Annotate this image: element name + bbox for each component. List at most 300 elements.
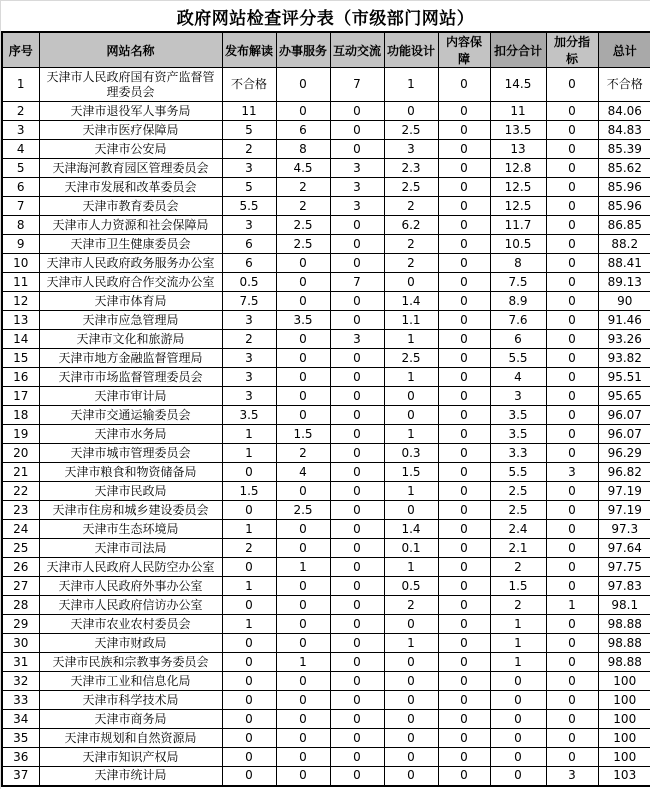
site-name-cell: 天津市人力资源和社会保障局 — [39, 216, 222, 235]
table-row — [2, 235, 650, 254]
score-cell: 0 — [330, 292, 384, 311]
score-cell: 7.5 — [490, 273, 546, 292]
score-cell: 86.85 — [598, 216, 650, 235]
site-name-cell: 天津市统计局 — [39, 767, 222, 786]
score-cell: 4 — [490, 368, 546, 387]
score-cell: 0 — [384, 273, 438, 292]
score-cell: 0 — [546, 444, 598, 463]
score-cell: 2 — [222, 140, 276, 159]
score-cell: 10.5 — [490, 235, 546, 254]
row-index-cell: 28 — [2, 596, 39, 615]
row-index-cell: 17 — [2, 387, 39, 406]
score-cell: 0 — [546, 653, 598, 672]
score-cell: 0 — [546, 311, 598, 330]
score-cell: 5 — [222, 121, 276, 140]
score-cell: 100 — [598, 672, 650, 691]
row-index-cell: 10 — [2, 254, 39, 273]
row-index-cell: 7 — [2, 197, 39, 216]
site-name-cell: 天津市民族和宗教事务委员会 — [39, 653, 222, 672]
score-cell: 0 — [546, 539, 598, 558]
score-cell: 0 — [384, 729, 438, 748]
score-cell: 2.4 — [490, 520, 546, 539]
table-row — [2, 349, 650, 368]
score-cell: 不合格 — [222, 68, 276, 102]
score-cell: 0 — [384, 102, 438, 121]
score-cell: 2.5 — [384, 178, 438, 197]
score-cell: 0 — [490, 691, 546, 710]
score-cell: 96.07 — [598, 406, 650, 425]
site-name-cell: 天津市科学技术局 — [39, 691, 222, 710]
score-cell: 2 — [490, 596, 546, 615]
row-index-cell: 24 — [2, 520, 39, 539]
site-name-cell: 天津市审计局 — [39, 387, 222, 406]
row-index-cell: 6 — [2, 178, 39, 197]
score-cell: 0 — [546, 710, 598, 729]
score-cell: 0 — [276, 68, 330, 102]
score-cell: 0 — [438, 558, 490, 577]
score-cell: 0 — [276, 273, 330, 292]
row-index-cell: 2 — [2, 102, 39, 121]
score-cell: 3 — [222, 159, 276, 178]
score-cell: 0 — [330, 615, 384, 634]
site-name-cell: 天津市体育局 — [39, 292, 222, 311]
score-cell: 84.06 — [598, 102, 650, 121]
site-name-cell: 天津市商务局 — [39, 710, 222, 729]
score-cell: 0 — [546, 216, 598, 235]
score-cell: 0 — [438, 68, 490, 102]
score-cell: 93.26 — [598, 330, 650, 349]
score-cell: 0 — [438, 767, 490, 786]
score-cell: 91.46 — [598, 311, 650, 330]
score-cell: 0 — [546, 387, 598, 406]
score-cell: 0 — [438, 273, 490, 292]
score-cell: 0 — [546, 121, 598, 140]
row-index-cell: 26 — [2, 558, 39, 577]
score-cell: 0 — [330, 349, 384, 368]
score-cell: 0 — [276, 349, 330, 368]
header-cell: 加分指标 — [546, 32, 598, 68]
score-cell: 0 — [330, 672, 384, 691]
score-cell: 0 — [222, 748, 276, 767]
table-row — [2, 672, 650, 691]
row-index-cell: 22 — [2, 482, 39, 501]
score-cell: 0 — [330, 710, 384, 729]
score-cell: 0 — [276, 767, 330, 786]
site-name-cell: 天津市退役军人事务局 — [39, 102, 222, 121]
score-cell: 3 — [222, 311, 276, 330]
score-cell: 100 — [598, 691, 650, 710]
score-cell: 98.1 — [598, 596, 650, 615]
score-cell: 0 — [384, 501, 438, 520]
row-index-cell: 18 — [2, 406, 39, 425]
score-cell: 0 — [438, 235, 490, 254]
score-cell: 96.82 — [598, 463, 650, 482]
table-row — [2, 596, 650, 615]
score-cell: 98.88 — [598, 653, 650, 672]
score-cell: 0 — [490, 672, 546, 691]
score-cell: 0 — [546, 501, 598, 520]
score-cell: 0 — [330, 216, 384, 235]
score-cell: 不合格 — [598, 68, 650, 102]
table-row — [2, 577, 650, 596]
score-cell: 0 — [438, 501, 490, 520]
row-index-cell: 19 — [2, 425, 39, 444]
table-row — [2, 691, 650, 710]
score-cell: 3 — [490, 387, 546, 406]
score-cell: 0 — [438, 444, 490, 463]
score-cell: 0 — [546, 425, 598, 444]
header-cell: 办事服务 — [276, 32, 330, 68]
score-cell: 97.19 — [598, 482, 650, 501]
score-cell: 0 — [330, 425, 384, 444]
row-index-cell: 4 — [2, 140, 39, 159]
score-cell: 0 — [438, 121, 490, 140]
score-cell: 0 — [438, 102, 490, 121]
score-cell: 6.2 — [384, 216, 438, 235]
score-cell: 0 — [546, 235, 598, 254]
score-cell: 1 — [490, 615, 546, 634]
score-cell: 11.7 — [490, 216, 546, 235]
score-cell: 7 — [330, 273, 384, 292]
page-title: 政府网站检查评分表（市级部门网站） — [176, 8, 475, 29]
score-cell: 0 — [222, 767, 276, 786]
score-cell: 0 — [222, 596, 276, 615]
score-cell: 96.29 — [598, 444, 650, 463]
site-name-cell: 天津市民政局 — [39, 482, 222, 501]
table-row — [2, 482, 650, 501]
score-cell: 95.65 — [598, 387, 650, 406]
score-cell: 0 — [222, 729, 276, 748]
site-name-cell: 天津市人民政府国有资产监督管理委员会 — [39, 68, 222, 102]
score-cell: 1 — [384, 634, 438, 653]
score-cell: 1 — [384, 482, 438, 501]
table-row — [2, 140, 650, 159]
row-index-cell: 29 — [2, 615, 39, 634]
score-cell: 1 — [222, 425, 276, 444]
score-cell: 0 — [438, 729, 490, 748]
score-cell: 0 — [276, 577, 330, 596]
row-index-cell: 32 — [2, 672, 39, 691]
score-cell: 6 — [222, 254, 276, 273]
score-cell: 0 — [546, 558, 598, 577]
score-cell: 0 — [384, 748, 438, 767]
site-name-cell: 天津市城市管理委员会 — [39, 444, 222, 463]
score-cell: 0 — [438, 159, 490, 178]
score-cell: 0 — [438, 596, 490, 615]
score-cell: 1 — [546, 596, 598, 615]
table-row — [2, 653, 650, 672]
score-cell: 98.88 — [598, 634, 650, 653]
score-cell: 2.5 — [276, 216, 330, 235]
score-cell: 14.5 — [490, 68, 546, 102]
score-cell: 0 — [330, 767, 384, 786]
score-cell: 1.5 — [384, 463, 438, 482]
score-cell: 2 — [222, 539, 276, 558]
row-index-cell: 27 — [2, 577, 39, 596]
score-cell: 0 — [276, 729, 330, 748]
score-cell: 2 — [276, 197, 330, 216]
score-cell: 8 — [490, 254, 546, 273]
table-row — [2, 216, 650, 235]
row-index-cell: 36 — [2, 748, 39, 767]
table-row — [2, 558, 650, 577]
score-cell: 0 — [438, 634, 490, 653]
table-row — [2, 273, 650, 292]
score-cell: 1 — [222, 615, 276, 634]
score-cell: 2.5 — [384, 121, 438, 140]
score-cell: 0 — [276, 691, 330, 710]
score-cell: 0 — [438, 710, 490, 729]
score-cell: 0 — [438, 311, 490, 330]
score-cell: 88.41 — [598, 254, 650, 273]
score-cell: 0 — [222, 653, 276, 672]
table-row — [2, 748, 650, 767]
score-cell: 0 — [438, 520, 490, 539]
score-cell: 13.5 — [490, 121, 546, 140]
score-cell: 0 — [330, 501, 384, 520]
score-cell: 0 — [546, 273, 598, 292]
score-cell: 0 — [438, 178, 490, 197]
row-index-cell: 33 — [2, 691, 39, 710]
score-cell: 2.5 — [490, 501, 546, 520]
score-cell: 0 — [438, 406, 490, 425]
header-cell: 发布解读 — [222, 32, 276, 68]
score-cell: 3 — [222, 368, 276, 387]
header-cell: 功能设计 — [384, 32, 438, 68]
score-cell: 0 — [546, 102, 598, 121]
header-cell: 扣分合计 — [490, 32, 546, 68]
score-cell: 3 — [330, 197, 384, 216]
table-row — [2, 254, 650, 273]
score-cell: 0 — [330, 634, 384, 653]
score-cell: 0 — [546, 482, 598, 501]
score-cell: 0 — [546, 292, 598, 311]
score-cell: 7.5 — [222, 292, 276, 311]
site-name-cell: 天津市住房和城乡建设委员会 — [39, 501, 222, 520]
score-cell: 0 — [490, 767, 546, 786]
score-cell: 98.88 — [598, 615, 650, 634]
site-name-cell: 天津市市场监督管理委员会 — [39, 368, 222, 387]
score-cell: 12.8 — [490, 159, 546, 178]
score-cell: 7.6 — [490, 311, 546, 330]
score-cell: 0 — [330, 311, 384, 330]
table-row — [2, 121, 650, 140]
score-cell: 0 — [276, 615, 330, 634]
score-cell: 0 — [438, 368, 490, 387]
table-row — [2, 463, 650, 482]
score-cell: 0 — [438, 140, 490, 159]
score-cell: 84.83 — [598, 121, 650, 140]
score-cell: 0.5 — [222, 273, 276, 292]
score-cell: 1 — [490, 653, 546, 672]
row-index-cell: 11 — [2, 273, 39, 292]
score-cell: 0 — [438, 539, 490, 558]
table-row — [2, 178, 650, 197]
score-cell: 0 — [276, 406, 330, 425]
score-cell: 2.5 — [384, 349, 438, 368]
row-index-cell: 37 — [2, 767, 39, 786]
row-index-cell: 14 — [2, 330, 39, 349]
row-index-cell: 30 — [2, 634, 39, 653]
score-cell: 5 — [222, 178, 276, 197]
table-row — [2, 159, 650, 178]
score-cell: 0 — [330, 254, 384, 273]
score-cell: 0 — [276, 710, 330, 729]
score-table — [1, 31, 650, 787]
score-cell: 0 — [276, 672, 330, 691]
row-index-cell: 34 — [2, 710, 39, 729]
score-cell: 0 — [276, 748, 330, 767]
row-index-cell: 23 — [2, 501, 39, 520]
score-cell: 1.1 — [384, 311, 438, 330]
score-cell: 0 — [490, 729, 546, 748]
score-cell: 0 — [384, 672, 438, 691]
score-cell: 8.9 — [490, 292, 546, 311]
score-cell: 0 — [546, 368, 598, 387]
score-cell: 0 — [438, 463, 490, 482]
site-name-cell: 天津市地方金融监督管理局 — [39, 349, 222, 368]
score-cell: 0 — [438, 292, 490, 311]
score-cell: 0 — [546, 729, 598, 748]
score-cell: 6 — [222, 235, 276, 254]
header-cell: 网站名称 — [39, 32, 222, 68]
score-cell: 5.5 — [490, 463, 546, 482]
score-cell: 0 — [330, 368, 384, 387]
score-cell: 0 — [276, 254, 330, 273]
score-cell: 3 — [546, 463, 598, 482]
score-cell: 3 — [330, 178, 384, 197]
score-cell: 0.5 — [384, 577, 438, 596]
score-cell: 0 — [546, 615, 598, 634]
score-cell: 0 — [330, 596, 384, 615]
table-row — [2, 197, 650, 216]
score-cell: 3 — [222, 216, 276, 235]
score-cell: 100 — [598, 710, 650, 729]
score-cell: 0 — [222, 634, 276, 653]
score-cell: 0 — [438, 197, 490, 216]
site-name-cell: 天津市知识产权局 — [39, 748, 222, 767]
score-cell: 85.39 — [598, 140, 650, 159]
score-cell: 12.5 — [490, 178, 546, 197]
score-cell: 103 — [598, 767, 650, 786]
score-cell: 0 — [546, 634, 598, 653]
score-cell: 3 — [222, 349, 276, 368]
score-cell: 0 — [222, 501, 276, 520]
score-cell: 0 — [546, 159, 598, 178]
table-row — [2, 539, 650, 558]
site-name-cell: 天津市规划和自然资源局 — [39, 729, 222, 748]
row-index-cell: 15 — [2, 349, 39, 368]
score-cell: 3.5 — [276, 311, 330, 330]
score-cell: 3 — [384, 140, 438, 159]
score-cell: 0 — [438, 254, 490, 273]
row-index-cell: 1 — [2, 68, 39, 102]
score-cell: 88.2 — [598, 235, 650, 254]
score-cell: 97.83 — [598, 577, 650, 596]
score-cell: 11 — [490, 102, 546, 121]
score-cell: 12.5 — [490, 197, 546, 216]
score-cell: 2 — [490, 558, 546, 577]
score-cell: 4 — [276, 463, 330, 482]
site-name-cell: 天津市人民政府人民防空办公室 — [39, 558, 222, 577]
score-cell: 0 — [330, 748, 384, 767]
score-cell: 1 — [384, 558, 438, 577]
score-cell: 0 — [330, 520, 384, 539]
table-row — [2, 292, 650, 311]
score-cell: 4.5 — [276, 159, 330, 178]
score-cell: 2 — [222, 330, 276, 349]
row-index-cell: 16 — [2, 368, 39, 387]
header-cell: 内容保障 — [438, 32, 490, 68]
site-name-cell: 天津市发展和改革委员会 — [39, 178, 222, 197]
score-cell: 2 — [384, 235, 438, 254]
table-row — [2, 710, 650, 729]
table-row — [2, 425, 650, 444]
table-row — [2, 387, 650, 406]
site-name-cell: 天津市司法局 — [39, 539, 222, 558]
table-row — [2, 615, 650, 634]
table-row — [2, 102, 650, 121]
score-cell: 2 — [276, 444, 330, 463]
score-cell: 0 — [438, 216, 490, 235]
score-cell: 0 — [438, 330, 490, 349]
site-name-cell: 天津海河教育园区管理委员会 — [39, 159, 222, 178]
score-cell: 11 — [222, 102, 276, 121]
score-cell: 1 — [276, 558, 330, 577]
score-cell: 6 — [490, 330, 546, 349]
score-cell: 0 — [546, 672, 598, 691]
score-cell: 2 — [276, 178, 330, 197]
score-cell: 0 — [438, 653, 490, 672]
score-cell: 0 — [330, 235, 384, 254]
score-cell: 0 — [490, 710, 546, 729]
score-cell: 97.75 — [598, 558, 650, 577]
score-cell: 1 — [384, 330, 438, 349]
score-cell: 3 — [330, 159, 384, 178]
score-cell: 0 — [384, 615, 438, 634]
score-cell: 0 — [276, 387, 330, 406]
score-cell: 1.5 — [490, 577, 546, 596]
score-cell: 1 — [384, 68, 438, 102]
score-cell: 8 — [276, 140, 330, 159]
table-row — [2, 767, 650, 786]
score-cell: 0 — [276, 368, 330, 387]
site-name-cell: 天津市文化和旅游局 — [39, 330, 222, 349]
score-cell: 0 — [384, 387, 438, 406]
table-row — [2, 68, 650, 102]
header-cell: 总计 — [598, 32, 650, 68]
score-cell: 2 — [384, 596, 438, 615]
score-cell: 0 — [330, 558, 384, 577]
row-index-cell: 5 — [2, 159, 39, 178]
score-cell: 0 — [330, 691, 384, 710]
score-cell: 1 — [222, 520, 276, 539]
score-cell: 0 — [222, 710, 276, 729]
score-cell: 1.5 — [276, 425, 330, 444]
site-name-cell: 天津市粮食和物资储备局 — [39, 463, 222, 482]
score-cell: 85.96 — [598, 178, 650, 197]
score-cell: 5.5 — [490, 349, 546, 368]
score-cell: 100 — [598, 729, 650, 748]
score-cell: 0 — [384, 653, 438, 672]
row-index-cell: 20 — [2, 444, 39, 463]
site-name-cell: 天津市人民政府政务服务办公室 — [39, 254, 222, 273]
score-cell: 3.3 — [490, 444, 546, 463]
score-cell: 0 — [276, 102, 330, 121]
score-cell: 0 — [330, 577, 384, 596]
score-cell: 1.5 — [222, 482, 276, 501]
score-cell: 85.62 — [598, 159, 650, 178]
